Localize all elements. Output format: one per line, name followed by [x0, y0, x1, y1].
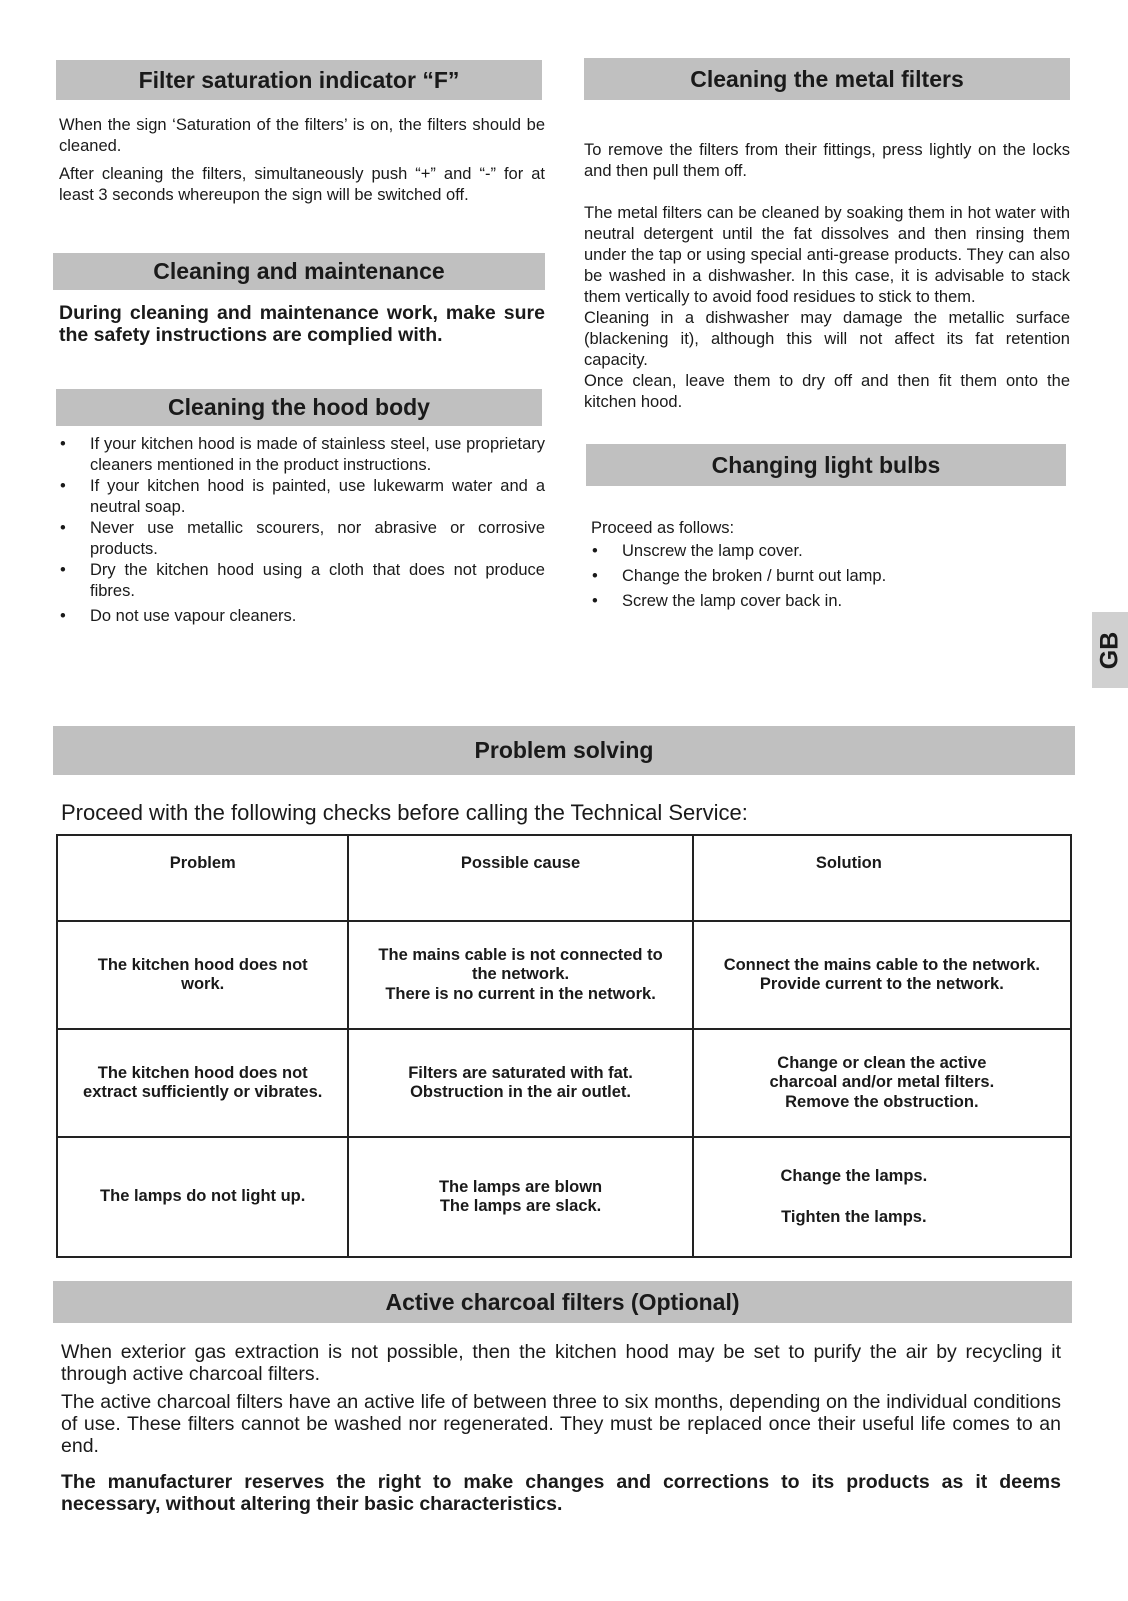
metal-filters-text [584, 140, 1070, 413]
hood-body-list [58, 434, 545, 627]
metal-filters-p4: Once clean, leave them to dry off and then fit them onto the kitchen hood. [584, 372, 1070, 411]
problem-cell: The kitchen hood does not work. [57, 921, 348, 1029]
cause-cell: The mains cable is not connected to the network. There is no current in the network. [348, 921, 692, 1029]
filter-indicator-p2: After cleaning the filters, simultaneously push “+” and “-” for at least 3 seconds whereupon the sign will be switched off. [59, 165, 545, 204]
charcoal-heading: Active charcoal filters (Optional) [53, 1281, 1072, 1323]
column-header: Solution [693, 835, 1071, 921]
list-item: • If your kitchen hood is made of stainless steel, use proprietary cleaners mentioned in the product instructions. [58, 434, 545, 476]
cause-cell: The lamps are blown The lamps are slack. [348, 1137, 692, 1257]
metal-filters-heading: Cleaning the metal filters [584, 58, 1070, 100]
solution-cell: Connect the mains cable to the network. Provide current to the network. [693, 921, 1071, 1029]
problem-table [56, 834, 1072, 1258]
problem-cell: The kitchen hood does not extract sufficiently or vibrates. [57, 1029, 348, 1137]
list-item: • Screw the lamp cover back in. [590, 589, 1060, 614]
solution-cell: Change the lamps. Tighten the lamps. [693, 1137, 1071, 1257]
cause-cell: Filters are saturated with fat. Obstruction in the air outlet. [348, 1029, 692, 1137]
light-bulbs-list [590, 539, 1060, 614]
light-bulbs-intro: Proceed as follows: [591, 519, 735, 537]
list-item: • Do not use vapour cleaners. [58, 606, 545, 627]
charcoal-text [61, 1341, 1061, 1515]
language-tab [1092, 612, 1128, 688]
column-header: Possible cause [348, 835, 692, 921]
column-header: Problem [57, 835, 348, 921]
charcoal-p3: The manufacturer reserves the right to make changes and corrections to its products as it deems necessary, without altering their basic characteristics. [61, 1471, 1061, 1515]
table-row [57, 1029, 1071, 1137]
cleaning-maintenance-heading: Cleaning and maintenance [53, 253, 545, 290]
language-tab-label: GB [1095, 631, 1124, 669]
solution-cell: Change or clean the active charcoal and/or metal filters. Remove the obstruction. [693, 1029, 1071, 1137]
metal-filters-p1: To remove the filters from their fittings, press lightly on the locks and then pull them off. [584, 141, 1070, 180]
light-bulbs-heading: Changing light bulbs [586, 444, 1066, 486]
filter-indicator-heading: Filter saturation indicator “F” [56, 60, 542, 100]
table-header-row [57, 835, 1071, 921]
list-item: • If your kitchen hood is painted, use lukewarm water and a neutral soap. [58, 476, 545, 518]
problem-cell: The lamps do not light up. [57, 1137, 348, 1257]
metal-filters-p3: Cleaning in a dishwasher may damage the metallic surface (blackening it), although this will not affect its fat retention capacity. [584, 309, 1070, 369]
filter-indicator-text [59, 115, 545, 206]
list-item: • Change the broken / burnt out lamp. [590, 564, 1060, 589]
metal-filters-p2: The metal filters can be cleaned by soaking them in hot water with neutral detergent until the fat dissolves and then rinsing them under the tap or using special anti-grease products. They can also be washed in a dishwasher. In this case, it is advisable to stack them vertically to avoid food residues to stick to them. [584, 204, 1070, 306]
table-row [57, 1137, 1071, 1257]
hood-body-heading: Cleaning the hood body [56, 389, 542, 426]
list-item: • Never use metallic scourers, nor abrasive or corrosive products. [58, 518, 545, 560]
problem-solving-intro: Proceed with the following checks before calling the Technical Service: [61, 800, 748, 825]
list-item: • Unscrew the lamp cover. [590, 539, 1060, 564]
charcoal-p1: When exterior gas extraction is not possible, then the kitchen hood may be set to purify the air by recycling it through active charcoal filters. [61, 1341, 1061, 1385]
cleaning-maintenance-text: During cleaning and maintenance work, make sure the safety instructions are complied with. [59, 302, 545, 346]
filter-indicator-p1: When the sign ‘Saturation of the filters’ is on, the filters should be cleaned. [59, 116, 545, 155]
list-item: • Dry the kitchen hood using a cloth that does not produce fibres. [58, 560, 545, 602]
problem-solving-heading: Problem solving [53, 726, 1075, 775]
charcoal-p2: The active charcoal filters have an active life of between three to six months, depending on the individual conditions of use. These filters cannot be washed nor regenerated. They must be replaced once their useful life comes to an end. [61, 1391, 1061, 1457]
table-row [57, 921, 1071, 1029]
